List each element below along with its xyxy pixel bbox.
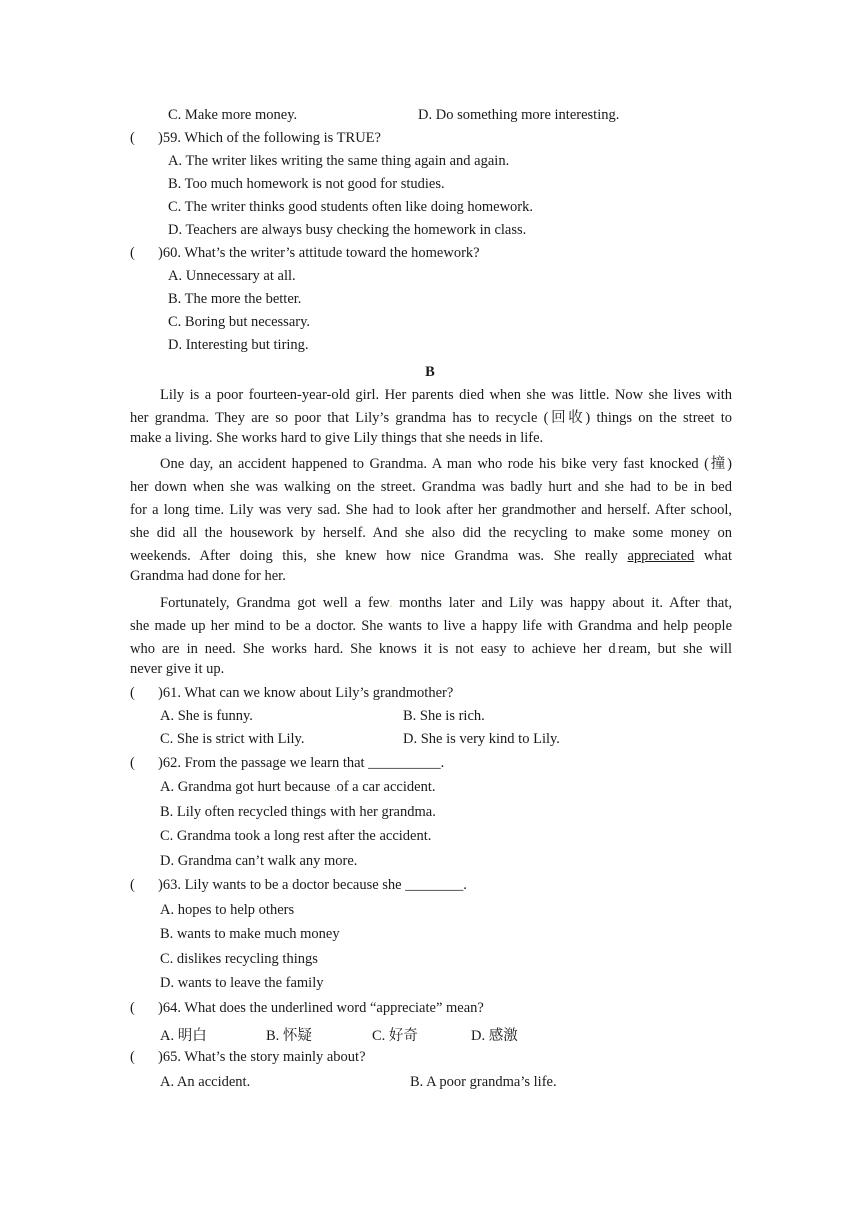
passage-p3-line2: she made up her mind to be a doctor. She wants to live a happy life with Grandma and help people	[130, 618, 732, 634]
q59-question: )59. Which of the following is TRUE?	[158, 130, 381, 146]
q64-option-c: C. 好奇	[372, 1028, 418, 1044]
q61-option-b: B. She is rich.	[403, 708, 485, 724]
passage-p2-line2: her down when she was walking on the street. Grandma was badly hurt and she had to be in bed	[130, 479, 732, 495]
q65-option-a: A. An accident.	[160, 1074, 251, 1090]
underlined-word-appreciated: appreciated	[627, 548, 695, 564]
passage-p2-line5	[130, 545, 732, 567]
q65-answer-paren: (	[130, 1049, 135, 1065]
passage-p2-line5-post: what	[703, 548, 732, 564]
q61-option-a: A. She is funny.	[160, 708, 253, 724]
q60-question: )60. What’s the writer’s attitude toward the homework?	[158, 245, 480, 261]
passage-p1-line3: make a living. She works hard to give Lily things that she needs in life.	[130, 430, 544, 446]
q65-question: )65. What’s the story mainly about?	[158, 1049, 366, 1065]
passage-p2-line5-pre: weekends. After doing this, she knew how nice Grandma was. She really	[130, 548, 618, 564]
q62-option-d: D. Grandma can’t walk any more.	[160, 853, 358, 869]
passage-p1-line2: her grandma. They are so poor that Lily’s grandma has to recycle (回收) things on the street to	[130, 410, 732, 426]
passage-p3-line3	[130, 638, 732, 660]
stray-mark: .	[389, 599, 393, 610]
q61-question: )61. What can we know about Lily’s grandmother?	[158, 685, 454, 701]
q62-question: )62. From the passage we learn that __________.	[158, 755, 445, 771]
q62-answer-paren: (	[130, 755, 135, 771]
q64-answer-paren: (	[130, 1000, 135, 1016]
q62-option-b: B. Lily often recycled things with her grandma.	[160, 804, 436, 820]
q64-option-b: B. 怀疑	[266, 1028, 312, 1044]
q63-option-d: D. wants to leave the family	[160, 975, 324, 991]
stray-mark: .	[615, 645, 619, 656]
q60-option-c: C. Boring but necessary.	[168, 314, 311, 330]
q59-option-d: D. Teachers are always busy checking the homework in class.	[168, 222, 527, 238]
q59-option-a: A. The writer likes writing the same thing again and again.	[168, 153, 510, 169]
q58-option-d: D. Do something more interesting.	[418, 107, 620, 123]
q60-option-a: A. Unnecessary at all.	[168, 268, 296, 284]
q59-option-c: C. The writer thinks good students often like doing homework.	[168, 199, 534, 215]
passage-p3-line3-pre: who are in need. She works hard. She knows it is not easy to achieve her d	[130, 641, 616, 657]
section-heading-b: B	[425, 364, 435, 380]
passage-p2-line6: Grandma had done for her.	[130, 568, 286, 584]
q62-option-a-pre: A. Grandma got hurt because	[160, 779, 331, 795]
q63-option-a: A. hopes to help others	[160, 902, 295, 918]
passage-p3-line1-post: months later and Lily was happy about it. After that,	[399, 595, 732, 611]
passage-p3-line4: never give it up.	[130, 661, 225, 677]
passage-p3-line1	[160, 592, 732, 614]
q61-answer-paren: (	[130, 685, 135, 701]
q60-option-d: D. Interesting but tiring.	[168, 337, 309, 353]
q58-option-c: C. Make more money.	[168, 107, 298, 123]
q64-option-d: D. 感激	[471, 1028, 518, 1044]
passage-p3-line3-post: ream, but she will	[618, 641, 732, 657]
q63-option-b: B. wants to make much money	[160, 926, 340, 942]
passage-p2-line1: One day, an accident happened to Grandma. A man who rode his bike very fast knocked (撞)	[160, 456, 732, 472]
passage-p2-line3: for a long time. Lily was very sad. She had to look after her grandmother and herself. After school,	[130, 502, 732, 518]
q64-option-a: A. 明白	[160, 1028, 207, 1044]
passage-p3-line1-pre: Fortunately, Grandma got well a few	[160, 595, 390, 611]
passage-p2-line4: she did all the housework by herself. And she also did the recycling to make some money on	[130, 525, 732, 541]
q61-option-c: C. She is strict with Lily.	[160, 731, 305, 747]
q62-option-c: C. Grandma took a long rest after the accident.	[160, 828, 432, 844]
q59-option-b: B. Too much homework is not good for studies.	[168, 176, 445, 192]
q62-option-a-post: of a car accident.	[336, 779, 436, 795]
q60-option-b: B. The more the better.	[168, 291, 302, 307]
q59-answer-paren: (	[130, 130, 135, 146]
q61-option-d: D. She is very kind to Lily.	[403, 731, 560, 747]
q60-answer-paren: (	[130, 245, 135, 261]
q63-question: )63. Lily wants to be a doctor because she ________.	[158, 877, 467, 893]
passage-p1-line1: Lily is a poor fourteen-year-old girl. Her parents died when she was little. Now she lives with	[160, 387, 732, 403]
q63-answer-paren: (	[130, 877, 135, 893]
q65-option-b: B. A poor grandma’s life.	[410, 1074, 557, 1090]
q62-option-a	[160, 779, 435, 796]
stray-mark: .	[333, 783, 337, 794]
q63-option-c: C. dislikes recycling things	[160, 951, 318, 967]
q64-question: )64. What does the underlined word “appreciate” mean?	[158, 1000, 484, 1016]
